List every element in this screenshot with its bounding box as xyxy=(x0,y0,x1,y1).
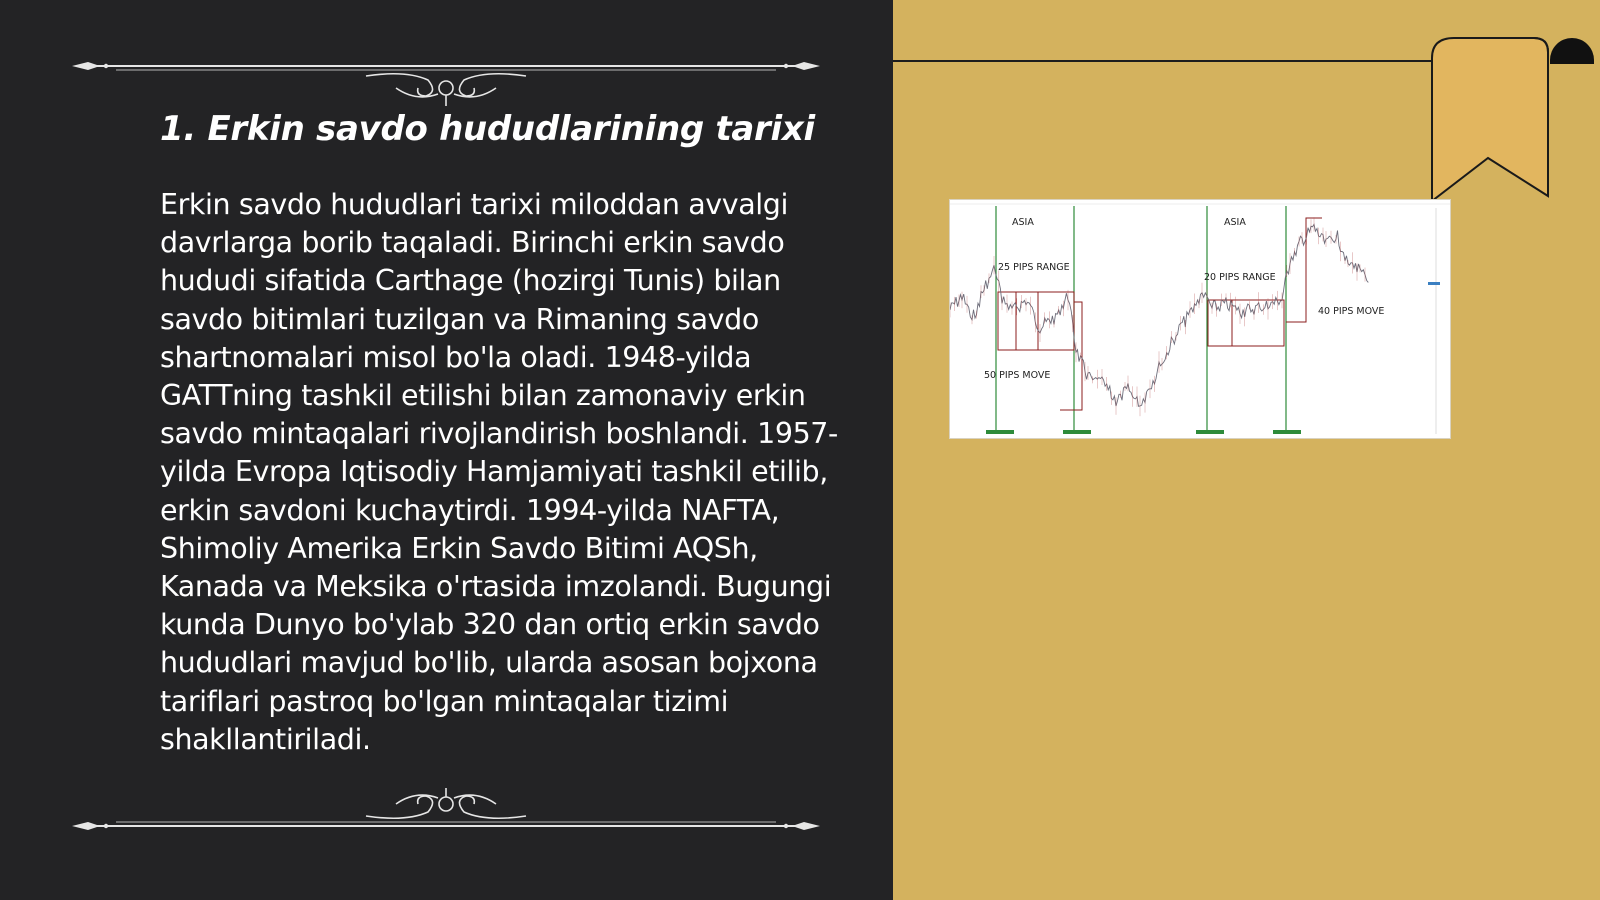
chart-image xyxy=(950,200,1450,438)
chart-label-range-1: 25 PIPS RANGE xyxy=(998,262,1070,273)
top-rule-line xyxy=(893,60,1438,62)
chart-label-move-1: 50 PIPS MOVE xyxy=(984,370,1051,381)
slide-title: 1. Erkin savdo hududlarining tarixi xyxy=(160,109,815,149)
chart-label-asia-1: ASIA xyxy=(1012,217,1034,228)
slide-body-text: Erkin savdo hududlari tarixi miloddan avvalgi davrlarga borib taqaladi. Birinchi erkin savdo hududi sifatida Carthage (hozirgi Tunis) bilan savdo bitimlari tuzilgan va Rimaning savdo shartnomalari misol bo'la oladi. 1948-yilda GATTning tashkil etilishi bilan zamonaviy erkin savdo mintaqalari rivojlandirish boshlandi. 1957-yilda Evropa Iqtisodiy Hamjamiyati tashkil etilib, erkin savdoni kuchaytirdi. 1994-yilda NAFTA, Shimoliy Amerika Erkin Savdo Bitimi AQSh, Kanada va Meksika o'rtasida imzolandi. Bugungi kunda Dunyo bo'ylab 320 dan ortiq erkin savdo hududlari mavjud bo'lib, ularda asosan bojxona tariflari pastroq bo'lgan mintaqalar tizimi shakllantiriladi. xyxy=(160,188,838,756)
chart-label-asia-2: ASIA xyxy=(1224,217,1246,228)
chart-label-move-2: 40 PIPS MOVE xyxy=(1318,306,1385,317)
ornament-divider-top xyxy=(66,52,826,108)
bookmark-ribbon-icon xyxy=(1430,36,1600,201)
ornament-divider-bottom xyxy=(66,788,826,844)
chart-graphic xyxy=(950,200,1450,438)
chart-label-range-2: 20 PIPS RANGE xyxy=(1204,272,1276,283)
